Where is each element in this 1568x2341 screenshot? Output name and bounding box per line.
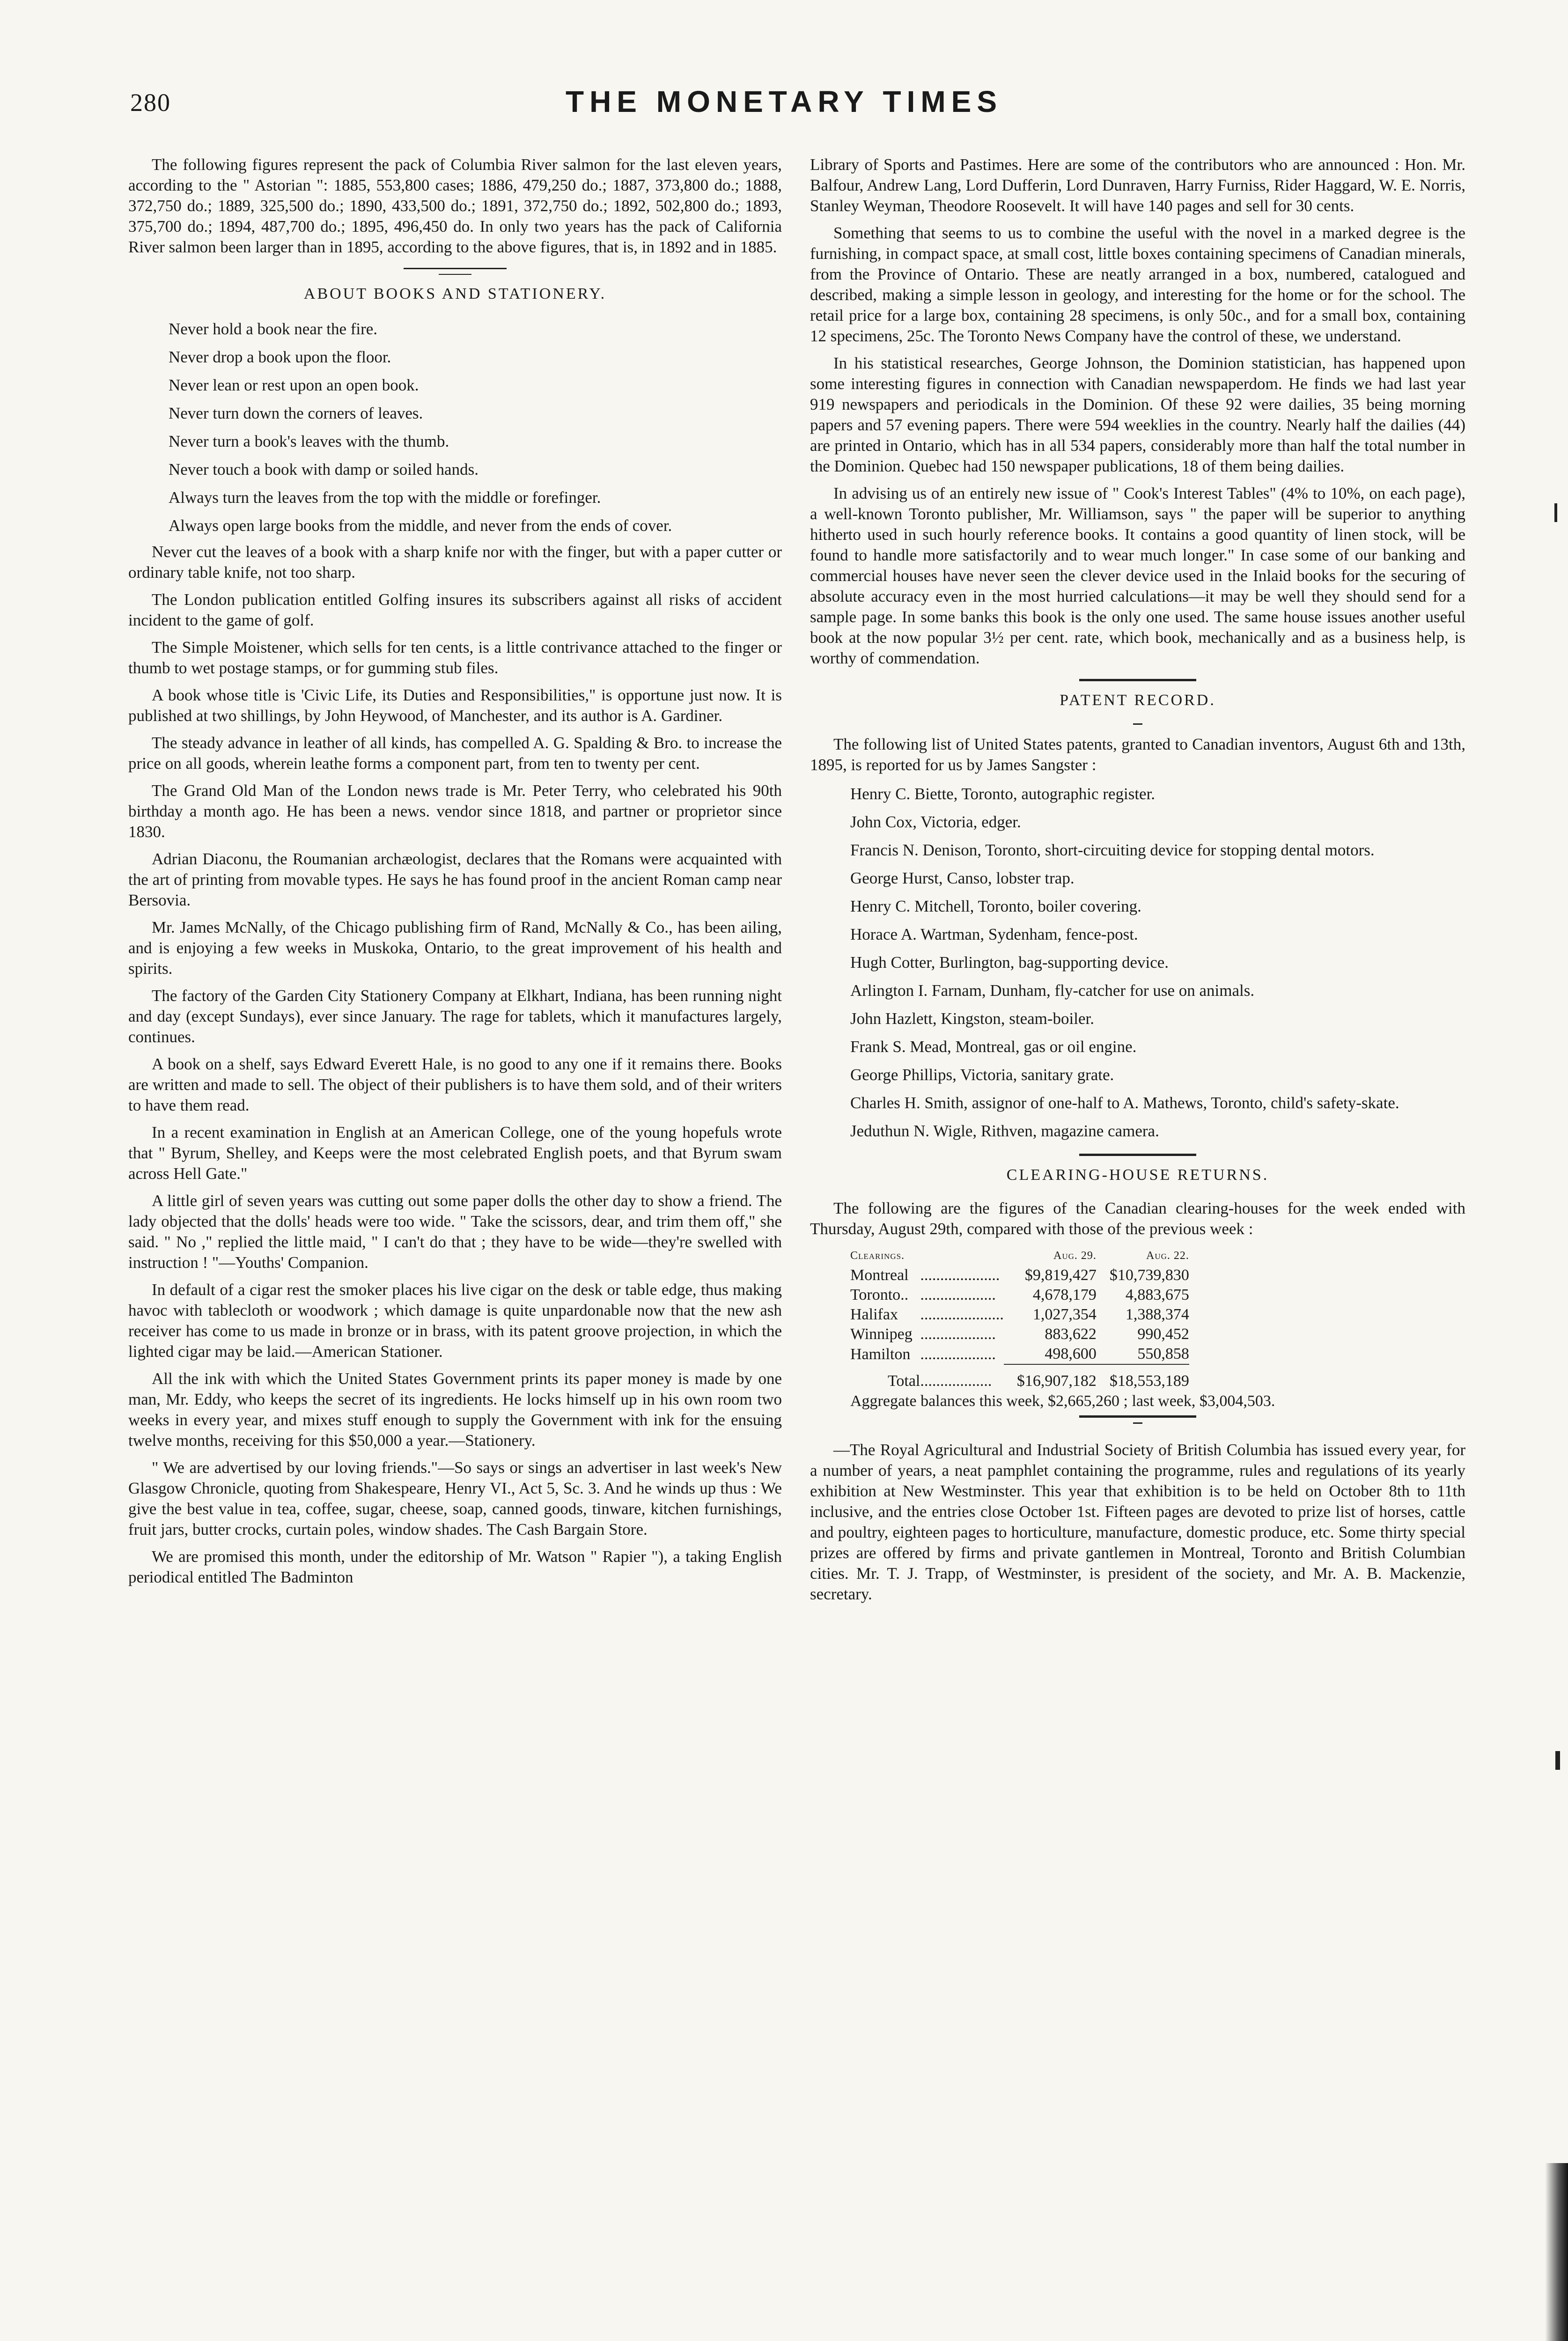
col-header-aug22: Aug. 22. <box>1146 1250 1189 1262</box>
section-rule <box>1079 679 1196 681</box>
city-name: Halifax <box>850 1306 898 1323</box>
salmon-paragraph: The following figures represent the pack of Columbia River salmon for the last eleven years, according to the " Astorian ": 1885, 553,800 cases; 1886, 479,250 do.; 1887, 373,800 do.; 1888, 372,750 do.; 1889, 325,500 do.; 1890, 433,500 do.; 1891, 372,750 do.; 1892, 502,800 do.; 1893, 375,700 do.; 1894, 487,700 do.; 1895, 496,450 do. In only two years has the pack of California River salmon been larger than in 1895, according to the above figures, that is, in 1892 and in 1885. <box>128 155 782 256</box>
clearing-aug29: 883,622 <box>1045 1325 1097 1343</box>
books-heading: ABOUT BOOKS AND STATIONERY. <box>303 285 607 302</box>
total-label: Total <box>888 1372 920 1390</box>
patent-entry: Jeduthun N. Wigle, Rithven, magazine camera. <box>850 1122 1159 1140</box>
book-rule: Never hold a book near the fire. <box>169 320 378 338</box>
book-rule: Always open large books from the middle, and never from the ends of cover. <box>169 516 672 535</box>
news-paragraph: We are promised this month, under the editorship of Mr. Watson " Rapier "), a taking English periodical entitled The Badminton <box>128 1547 782 1586</box>
section-rule-short <box>439 274 471 275</box>
continued-paragraph: Library of Sports and Pastimes. Here are some of the contributors who are announced : Hon. Mr. Balfour, Andrew Lang, Lord Dufferin, Lord Dunraven, Harry Furniss, Rider Haggard, W. E. Norris, Stanley Weyman, Theodore Roosevelt. It will have 140 pages and sell for 30 cents. <box>810 155 1465 215</box>
section-rule-mini <box>1133 1422 1142 1424</box>
clearing-aug22: 4,883,675 <box>1125 1286 1189 1303</box>
patent-entry: Horace A. Wartman, Sydenham, fence-post. <box>850 925 1138 943</box>
clearing-aug22: 990,452 <box>1137 1325 1189 1343</box>
patent-entry: George Phillips, Victoria, sanitary grate. <box>850 1066 1114 1084</box>
news-paragraph: The London publication entitled Golfing insures its subscribers against all risks of accident incident to the game of golf. <box>128 590 782 629</box>
patent-entry: Henry C. Mitchell, Toronto, boiler covering. <box>850 897 1141 915</box>
patent-entry: Frank S. Mead, Montreal, gas or oil engine. <box>850 1038 1137 1056</box>
page-header <box>0 0 1568 155</box>
leader-dots: ..................... <box>920 1306 1004 1323</box>
clearings-label: Clearings. <box>850 1250 905 1262</box>
city-name: Hamilton <box>850 1345 911 1363</box>
col-header-aug29: Aug. 29. <box>1053 1250 1097 1262</box>
book-rule: Never turn a book's leaves with the thumb. <box>169 432 449 450</box>
city-name: Montreal <box>850 1266 909 1284</box>
clearing-aug22: 1,388,374 <box>1125 1306 1189 1323</box>
leader-dots: .................... <box>920 1266 1000 1284</box>
patent-entry: Arlington I. Farnam, Dunham, fly-catcher for use on animals. <box>850 981 1255 1000</box>
news-paragraph: In default of a cigar rest the smoker places his live cigar on the desk or table edge, thus making havoc with tablecloth or woodwork ; which damage is quite unpardonable now that the new ash receiver has come to us made in bronze or in brass, with its patent groove projection, in which the lighted cigar may be laid.—American Stationer. <box>128 1281 782 1361</box>
section-rule <box>1079 1415 1196 1418</box>
city-name: Toronto.. <box>850 1286 909 1303</box>
news-paragraph: Mr. James McNally, of the Chicago publishing firm of Rand, McNally & Co., has been ailing, and is enjoying a few weeks in Muskoka, Ontario, to the great improvement of his health and spirits. <box>128 918 782 978</box>
margin-mark <box>1555 1751 1560 1770</box>
aggregate-balances: Aggregate balances this week, $2,665,260 ; last week, $3,004,503. <box>850 1392 1275 1410</box>
masthead-title: THE MONETARY TIMES <box>565 85 1003 118</box>
table-row <box>850 1305 1189 1325</box>
page-number: 280 <box>130 88 171 117</box>
table-row <box>850 1266 1189 1285</box>
society-paragraph: —The Royal Agricultural and Industrial Society of British Columbia has issued every year, for a number of years, a neat pamphlet containing the programme, rules and regulations of its yearly exhibition at New Westminster. This year that exhibition is to be held on October 8th to 11th inclusive, and the entries close October 1st. Fifteen pages are devoted to prize list of horses, cattle and poultry, eighteen pages to horticulture, manufacture, domestic produce, etc. Some thirty special prizes are offered by firms and private gantlemen in Montreal, Toronto and British Columbian cities. Mr. T. J. Trapp, of Westminster, is president of the society, and Mr. A. B. Mackenzie, secretary. <box>810 1441 1465 1603</box>
book-rule: Never turn down the corners of leaves. <box>169 404 423 422</box>
binding-shadow <box>1545 2163 1568 2341</box>
clearing-intro: The following are the figures of the Canadian clearing-houses for the week ended with Thursday, August 29th, compared with those of the previous week : <box>810 1199 1465 1238</box>
news-paragraph: In his statistical researches, George Johnson, the Dominion statistician, has happened upon some interesting figures in connection with Canadian newspaperdom. He finds we had last year 919 newspapers and periodicals in the Dominion. Of these 92 were dailies, 35 being morning papers and 57 evening papers. There were 594 weeklies in the country. Nearly half the dailies (44) are printed in Ontario, which has in all 534 papers, considerably more than half the total number in the Dominion. Quebec had 150 newspaper publications, 18 of them being dailies. <box>810 354 1465 475</box>
patent-entry: Hugh Cotter, Burlington, bag-supporting device. <box>850 953 1169 972</box>
leader-dots: ................... <box>920 1286 996 1303</box>
news-paragraph: A little girl of seven years was cutting out some paper dolls the other day to show a friend. The lady objected that the dolls' heads were too wide. " Take the scissors, dear, and trim them off," she said. " No ," replied the little maid, " I can't do that ; they have to be wide—they're swelled with instruction ! "—Youths' Companion. <box>128 1192 782 1272</box>
clearing-aug29: 1,027,354 <box>1032 1306 1097 1323</box>
table-row <box>850 1325 1189 1344</box>
news-paragraph: The steady advance in leather of all kinds, has compelled A. G. Spalding & Bro. to increase the price on all goods, wherein leathe forms a component part, from ten to twenty per cent. <box>128 734 782 773</box>
clearing-table <box>850 1246 1189 1391</box>
patent-entry: Henry C. Biette, Toronto, autographic register. <box>850 785 1156 803</box>
city-name: Winnipeg <box>850 1325 913 1343</box>
news-paragraph: Adrian Diaconu, the Roumanian archæologist, declares that the Romans were acquainted with the art of printing from movable types. He says he has found proof in the ancient Roman camp near Bersovia. <box>128 850 782 909</box>
clearing-header-row <box>850 1246 1189 1266</box>
patent-entry: George Hurst, Canso, lobster trap. <box>850 869 1075 887</box>
right-column <box>810 155 1465 1611</box>
clearing-aug22: $10,739,830 <box>1109 1266 1189 1284</box>
leader-dots: .................. <box>920 1372 992 1390</box>
section-rule <box>1079 1154 1196 1156</box>
news-paragraph: Something that seems to us to combine the useful with the novel in a marked degree is the furnishing, in compact space, at small cost, little boxes containing specimens of Canadian minerals, from the Province of Ontario. These are neatly arranged in a box, numbered, catalogued and described, making a simple lesson in geology, and interesting for the home or for the school. The retail price for a large box, containing 28 specimens, is only 50c., and for a small box, containing 12 specimens, 25c. The Toronto News Company have the control of these, we understand. <box>810 224 1465 345</box>
table-row <box>850 1344 1189 1364</box>
book-rule: Never cut the leaves of a book with a sharp knife nor with the finger, but with a paper cutter or ordinary table knife, not too sharp. <box>128 543 782 582</box>
news-paragraph: A book on a shelf, says Edward Everett Hale, is no good to any one if it remains there. Books are written and made to sell. The object of their publishers is to have them sold, and of their writers to have them read. <box>128 1055 782 1114</box>
section-rule <box>404 268 507 269</box>
news-paragraph: All the ink with which the United States Government prints its paper money is made by one man, Mr. Eddy, who keeps the secret of its ingredients. He locks himself up in his own room two weeks in every year, and mixes stuff enough to supply the Government with ink for the ensuing twelve months, receiving for this $50,000 a year.—Stationery. <box>128 1369 782 1450</box>
news-paragraph: The Grand Old Man of the London news trade is Mr. Peter Terry, who celebrated his 90th birthday a month ago. He has been a news. vendor since 1818, and partner or proprietor since 1830. <box>128 781 782 841</box>
margin-mark <box>1554 503 1557 522</box>
news-paragraph: A book whose title is 'Civic Life, its Duties and Responsibilities," is opportune just now. It is published at two shillings, by John Heywood, of Manchester, and its author is A. Gardiner. <box>128 686 782 725</box>
clearing-aug22: 550,858 <box>1137 1345 1189 1362</box>
patent-entry: John Cox, Victoria, edger. <box>850 813 1021 831</box>
news-paragraph: In advising us of an entirely new issue of " Cook's Interest Tables" (4% to 10%, on each page), a well-known Toronto publisher, Mr. Williamson, says " the paper will be superior to anything hitherto used in such hourly reference books. It contains a good quantity of linen stock, will be found to handle more satisfactorily and to wear much longer." In case some of our banking and commercial houses have never seen the clever device used in the Inlaid books for the securing of absolute accuracy even in the most hurried calculations—it may be well they should send for a sample page. In some banks this book is the only one used. The same house issues another useful book at the now popular 3½ per cent. rate, which book, mechanically and as a business help, is worthy of commendation. <box>810 484 1465 667</box>
clearing-aug29: 498,600 <box>1045 1345 1097 1362</box>
news-paragraph: The Simple Moistener, which sells for ten cents, is a little contrivance attached to the finger or thumb to wet postage stamps, or for gumming stub files. <box>128 638 782 677</box>
total-row <box>850 1364 1189 1391</box>
section-rule-mini <box>1133 723 1142 725</box>
book-rule: Never drop a book upon the floor. <box>169 348 391 366</box>
book-rule: Always turn the leaves from the top with the middle or forefinger. <box>169 488 601 507</box>
clearing-aug29: $9,819,427 <box>1024 1266 1097 1284</box>
news-paragraph: " We are advertised by our loving friends."—So says or sings an advertiser in last week's New Glasgow Chronicle, quoting from Shakespeare, Henry VI., Act 5, Sc. 3. And he winds up thus : We give the best value in tea, coffee, sugar, cheese, soap, canned goods, tinware, kitchen furnishings, fruit jars, butter crocks, curtain poles, window shades. The Cash Bargain Store. <box>128 1458 782 1539</box>
leader-dots: ................... <box>920 1345 996 1363</box>
patent-entry: John Hazlett, Kingston, steam-boiler. <box>850 1009 1095 1028</box>
book-rule: Never touch a book with damp or soiled hands. <box>169 460 478 479</box>
clearing-heading: CLEARING-HOUSE RETURNS. <box>1006 1166 1269 1184</box>
patent-heading: PATENT RECORD. <box>1060 692 1216 709</box>
news-paragraph: The factory of the Garden City Stationery Company at Elkhart, Indiana, has been running night and day (except Sundays), ever since January. The rage for tablets, which it manufactures largely, continues. <box>128 986 782 1046</box>
leader-dots: ................... <box>920 1325 996 1343</box>
patent-entry: Charles H. Smith, assignor of one-half to A. Mathews, Toronto, child's safety-skate. <box>850 1094 1399 1112</box>
left-column <box>128 155 782 1594</box>
book-rule: Never lean or rest upon an open book. <box>169 376 419 394</box>
total-aug29: $16,907,182 <box>1004 1364 1097 1391</box>
total-aug22: $18,553,189 <box>1097 1364 1189 1391</box>
news-paragraph: In a recent examination in English at an American College, one of the young hopefuls wrote that " Byrum, Shelley, and Keeps were the most celebrated English poets, and that Byrum swam across Hell Gate." <box>128 1123 782 1183</box>
patent-entry: Francis N. Denison, Toronto, short-circuiting device for stopping dental motors. <box>850 841 1375 859</box>
table-row <box>850 1285 1189 1305</box>
clearing-aug29: 4,678,179 <box>1032 1286 1097 1303</box>
patent-intro: The following list of United States patents, granted to Canadian inventors, August 6th and 13th, 1895, is reported for us by James Sangster : <box>810 735 1465 774</box>
